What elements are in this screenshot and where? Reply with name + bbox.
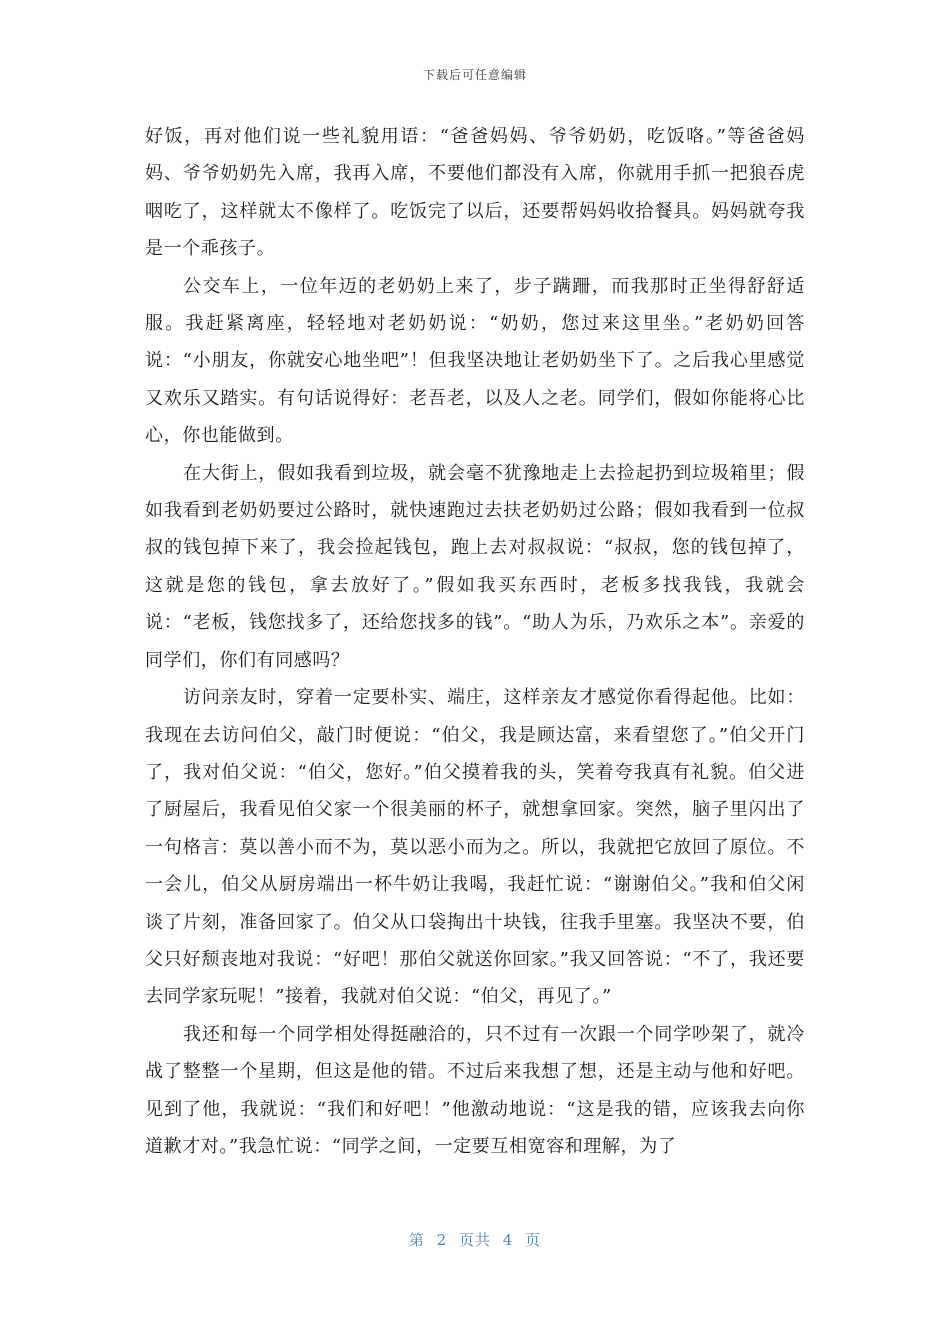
paragraph-5: 我还和每一个同学相处得挺融洽的，只不过有一次跟一个同学吵架了，就冷战了整整一个星期，但这是他的错。不过后来我想了想，还是主动与他和好吧。见到了他，我就说：“我们和好吧！”他激动地说：“这是我的错，应该我去向你道歉才对。”我急忙说：“同学之间，一定要互相宽容和理解，为了 <box>145 1023 805 1157</box>
paragraph-3: 在大街上，假如我看到垃圾，就会毫不犹豫地走上去捡起扔到垃圾箱里；假如我看到老奶奶要过公路时，就快速跑过去扶老奶奶过公路；假如我看到一位叔叔的钱包掉下来了，我会捡起钱包，跑上去对叔叔说：“叔叔，您的钱包掉了，这就是您的钱包，拿去放好了。”假如我买东西时，老板多找我钱，我就会说：“老板，钱您找多了，还给您找多的钱”。“助人为乐，乃欢乐之本”。亲爱的同学们，你们有同感吗？ <box>145 462 805 671</box>
paragraph-4: 访问亲友时，穿着一定要朴实、端庄，这样亲友才感觉你看得起他。比如：我现在去访问伯父，敲门时便说：“伯父，我是顾达富，来看望您了。”伯父开门了，我对伯父说：“伯父，您好。”伯父摸着我的头，笑着夸我真有礼貌。伯父进了厨屋后，我看见伯父家一个很美丽的杯子，就想拿回家。突然，脑子里闪出了一句格言：莫以善小而不为，莫以恶小而为之。所以，我就把它放回了原位。不一会儿，伯父从厨房端出一杯牛奶让我喝，我赶忙说：“谢谢伯父。”我和伯父闲谈了片刻，准备回家了。伯父从口袋掏出十块钱，往我手里塞。我坚决不要，伯父只好颓丧地对我说：“好吧！那伯父就送你回家。”我又回答说：“不了，我还要去同学家玩呢！”接着，我就对伯父说：“伯父，再见了。” <box>145 687 805 1008</box>
paragraph-2: 公交车上，一位年迈的老奶奶上来了，步子蹒跚，而我那时正坐得舒舒适服。我赶紧离座，轻轻地对老奶奶说：“奶奶，您过来这里坐。”老奶奶回答说：“小朋友，你就安心地坐吧”！但我坚决地让老奶奶坐下了。之后我心里感觉又欢乐又踏实。有句话说得好：老吾老，以及人之老。同学们，假如你能将心比心，你也能做到。 <box>145 275 805 447</box>
footer-suffix: 页 <box>525 1231 542 1249</box>
total-page-count: 4 <box>502 1231 514 1249</box>
current-page-number: 2 <box>436 1231 448 1249</box>
paragraph-1: 好饭，再对他们说一些礼貌用语：“爸爸妈妈、爷爷奶奶，吃饭咯。”等爸爸妈妈、爷爷奶奶先入席，我再入席，不要他们都没有入席，你就用手抓一把狼吞虎咽吃了，这样就太不像样了。吃饭完了以后，还要帮妈妈收拾餐具。妈妈就夸我是一个乖孩子。 <box>145 126 805 260</box>
footer-prefix: 第 <box>408 1231 425 1249</box>
page-footer <box>0 1229 950 1250</box>
footer-middle: 页共 <box>458 1231 491 1249</box>
page-header: 下载后可任意编辑 <box>422 68 527 82</box>
document-body <box>145 118 805 1165</box>
